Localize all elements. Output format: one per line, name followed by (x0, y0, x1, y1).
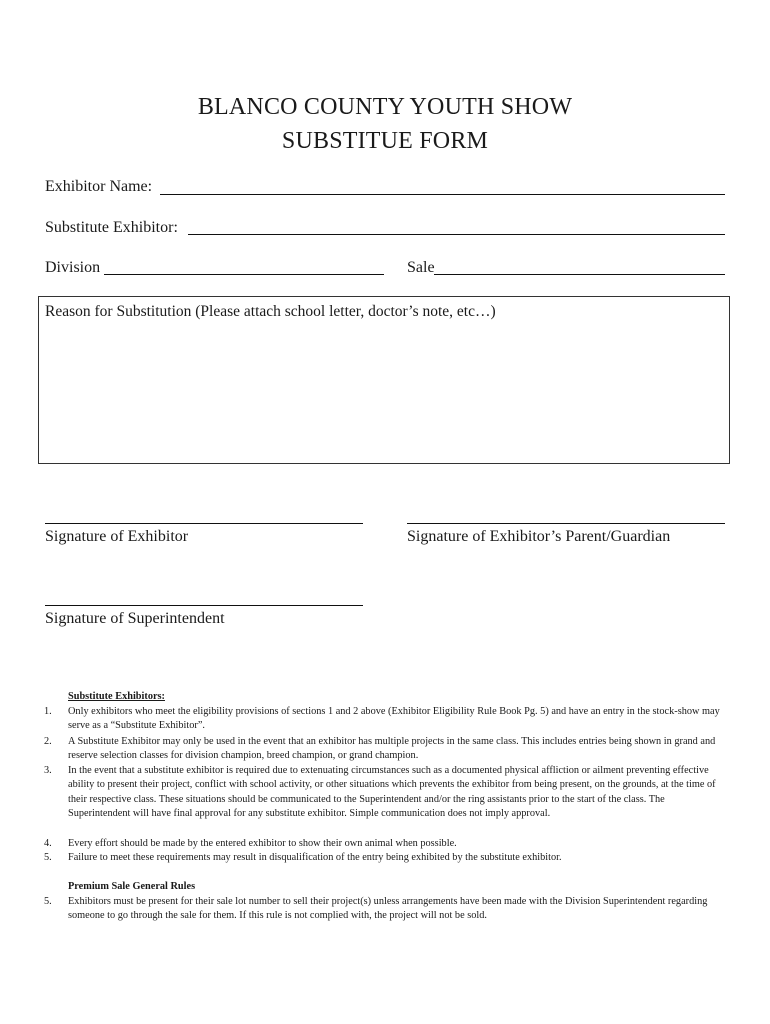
premium-sale-heading: Premium Sale General Rules (68, 881, 196, 892)
exhibitor-name-line[interactable] (160, 194, 725, 195)
list-item-number: 1. (44, 706, 52, 717)
parent-signature-label: Signature of Exhibitor’s Parent/Guardian (407, 528, 671, 545)
list-item-number: 4. (44, 838, 52, 849)
exhibitor-name-label: Exhibitor Name: (45, 178, 153, 195)
superintendent-signature-line[interactable] (45, 605, 363, 606)
list-item-text: A Substitute Exhibitor may only be used in the event that an exhibitor has multiple projects in the same class. This includes entries being shown in grand and reserve selection classes for division champion, breed champion, or grand champion. (68, 736, 716, 762)
list-item-number: 3. (44, 765, 52, 776)
reason-box[interactable] (38, 296, 730, 464)
reason-label: Reason for Substitution (Please attach school letter, doctor’s note, etc…) (45, 303, 496, 320)
sale-line[interactable] (434, 274, 725, 275)
list-item-number: 5. (44, 852, 52, 863)
form-title-line-2: SUBSTITUE FORM (281, 128, 489, 154)
list-item-text: Exhibitors must be present for their sale lot number to sell their project(s) unless arrangements have been made with the Division Superintendent regarding someone to go through the sale for them. If this rule is not complied with, the project will not be sold. (68, 896, 708, 922)
superintendent-signature-label: Signature of Superintendent (45, 610, 225, 627)
form-title-line-1: BLANCO COUNTY YOUTH SHOW (197, 94, 573, 120)
substitute-exhibitor-line[interactable] (188, 234, 725, 235)
list-item-text: Every effort should be made by the entered exhibitor to show their own animal when possible. (68, 838, 457, 849)
substitute-exhibitor-label: Substitute Exhibitor: (45, 219, 178, 236)
division-label: Division (45, 259, 101, 276)
list-item-text: In the event that a substitute exhibitor is required due to extenuating circumstances such as a documented physical affliction or ailment preventing effective ability to present their project, conflict with school activity, or other situations which prevents the exhibitor from being present, on the grounds, at the time of their respective class. These situations should be communicated to the Superintendent and/or the ring assistants prior to the start of the class. The Superintendent will have final approval for any substitute exhibitor. Simple communication does not imply approval. (68, 765, 716, 820)
sale-label: Sale (407, 259, 435, 276)
exhibitor-signature-label: Signature of Exhibitor (45, 528, 189, 545)
division-line[interactable] (104, 274, 384, 275)
parent-signature-line[interactable] (407, 523, 725, 524)
list-item-text: Failure to meet these requirements may result in disqualification of the entry being exhibited by the substitute exhibitor. (68, 852, 562, 863)
exhibitor-signature-line[interactable] (45, 523, 363, 524)
list-item-number: 5. (44, 896, 52, 907)
substitute-exhibitors-heading: Substitute Exhibitors: (68, 691, 165, 702)
list-item-number: 2. (44, 736, 52, 747)
list-item-text: Only exhibitors who meet the eligibility provisions of sections 1 and 2 above (Exhibitor Eligibility Rule Book Pg. 5) and have an entry in the stock-show may serve as a “Substitute Exhibitor”. (68, 706, 720, 732)
